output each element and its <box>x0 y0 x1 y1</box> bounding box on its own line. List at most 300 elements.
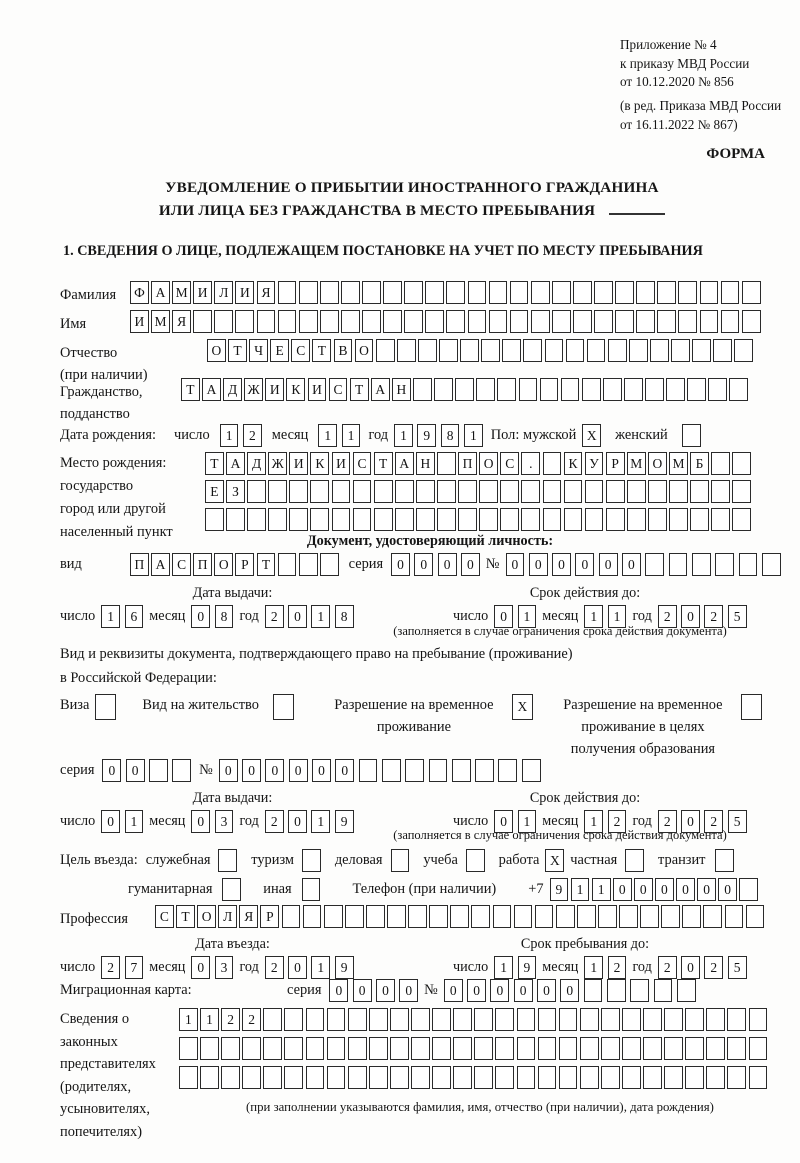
char-cell[interactable]: 5 <box>728 810 747 833</box>
char-cell[interactable] <box>476 378 495 401</box>
char-cell[interactable] <box>739 553 758 576</box>
char-cell[interactable]: О <box>207 339 226 362</box>
char-cell[interactable] <box>429 905 448 928</box>
char-cell[interactable] <box>374 508 393 531</box>
char-cell[interactable] <box>179 1066 198 1089</box>
char-cell[interactable] <box>690 508 709 531</box>
char-cell[interactable] <box>455 378 474 401</box>
char-cell[interactable]: О <box>648 452 667 475</box>
char-cell[interactable] <box>580 1037 599 1060</box>
char-cell[interactable]: 8 <box>441 424 460 447</box>
char-cell[interactable]: Д <box>223 378 242 401</box>
char-cell[interactable] <box>95 694 116 720</box>
char-cell[interactable]: 0 <box>242 759 261 782</box>
char-cell[interactable] <box>538 1037 557 1060</box>
char-cell[interactable] <box>640 905 659 928</box>
char-cell[interactable] <box>749 1008 768 1031</box>
char-cell[interactable] <box>471 905 490 928</box>
char-cell[interactable]: 9 <box>335 956 354 979</box>
char-cell[interactable] <box>458 480 477 503</box>
char-cell[interactable] <box>601 1066 620 1089</box>
char-cell[interactable] <box>320 310 339 333</box>
char-cell[interactable] <box>474 1037 493 1060</box>
char-cell[interactable] <box>324 905 343 928</box>
char-cell[interactable] <box>703 905 722 928</box>
char-cell[interactable] <box>598 905 617 928</box>
char-cell[interactable] <box>580 1008 599 1031</box>
char-cell[interactable] <box>666 378 685 401</box>
purpose-private-checkbox[interactable] <box>625 849 644 872</box>
char-cell[interactable] <box>263 1066 282 1089</box>
char-cell[interactable] <box>348 1037 367 1060</box>
char-cell[interactable] <box>418 339 437 362</box>
char-cell[interactable] <box>732 452 751 475</box>
char-cell[interactable]: Т <box>312 339 331 362</box>
char-cell[interactable]: 1 <box>494 956 513 979</box>
char-cell[interactable]: Я <box>257 281 276 304</box>
char-cell[interactable]: 0 <box>265 759 284 782</box>
char-cell[interactable]: 9 <box>550 878 569 901</box>
char-cell[interactable]: 1 <box>584 810 603 833</box>
char-cell[interactable]: Л <box>218 905 237 928</box>
char-cell[interactable]: 2 <box>704 810 723 833</box>
char-cell[interactable]: Ч <box>249 339 268 362</box>
char-cell[interactable] <box>498 759 517 782</box>
char-cell[interactable] <box>489 310 508 333</box>
char-cell[interactable] <box>711 480 730 503</box>
stay-until-year-cells[interactable] <box>658 956 747 979</box>
char-cell[interactable]: 9 <box>335 810 354 833</box>
char-cell[interactable] <box>369 1008 388 1031</box>
char-cell[interactable]: С <box>291 339 310 362</box>
char-cell[interactable] <box>561 378 580 401</box>
char-cell[interactable]: М <box>172 281 191 304</box>
char-cell[interactable] <box>453 1008 472 1031</box>
char-cell[interactable] <box>585 508 604 531</box>
char-cell[interactable] <box>682 424 701 447</box>
char-cell[interactable] <box>374 480 393 503</box>
char-cell[interactable] <box>450 905 469 928</box>
char-cell[interactable]: 0 <box>376 979 395 1002</box>
char-cell[interactable] <box>284 1037 303 1060</box>
char-cell[interactable] <box>235 310 254 333</box>
char-cell[interactable]: А <box>226 452 245 475</box>
guardians-row2-cells[interactable] <box>179 1037 767 1060</box>
char-cell[interactable]: 0 <box>575 553 594 576</box>
char-cell[interactable]: З <box>226 480 245 503</box>
char-cell[interactable] <box>749 1037 768 1060</box>
char-cell[interactable]: И <box>289 452 308 475</box>
char-cell[interactable] <box>749 1066 768 1089</box>
char-cell[interactable]: 0 <box>697 878 716 901</box>
char-cell[interactable] <box>643 1008 662 1031</box>
purpose-tourism-checkbox[interactable] <box>302 849 321 872</box>
char-cell[interactable] <box>416 508 435 531</box>
char-cell[interactable] <box>708 378 727 401</box>
char-cell[interactable]: О <box>214 553 233 576</box>
patronymic-cells[interactable] <box>207 339 753 362</box>
birthplace-row1-cells[interactable] <box>205 452 751 475</box>
char-cell[interactable]: 1 <box>394 424 413 447</box>
char-cell[interactable] <box>678 310 697 333</box>
purpose-work-checkbox[interactable] <box>545 849 564 872</box>
char-cell[interactable]: 1 <box>464 424 483 447</box>
char-cell[interactable]: 2 <box>242 1008 261 1031</box>
char-cell[interactable]: 0 <box>191 956 210 979</box>
char-cell[interactable] <box>341 310 360 333</box>
char-cell[interactable]: 0 <box>102 759 121 782</box>
entry-year-cells[interactable] <box>265 956 354 979</box>
char-cell[interactable] <box>273 694 294 720</box>
char-cell[interactable] <box>692 339 711 362</box>
char-cell[interactable] <box>523 339 542 362</box>
char-cell[interactable]: А <box>371 378 390 401</box>
char-cell[interactable] <box>657 310 676 333</box>
char-cell[interactable]: Ф <box>130 281 149 304</box>
char-cell[interactable] <box>629 339 648 362</box>
char-cell[interactable]: Т <box>205 452 224 475</box>
char-cell[interactable] <box>475 759 494 782</box>
char-cell[interactable]: 5 <box>728 605 747 628</box>
char-cell[interactable]: С <box>353 452 372 475</box>
char-cell[interactable] <box>481 339 500 362</box>
char-cell[interactable]: 0 <box>681 956 700 979</box>
char-cell[interactable] <box>648 508 667 531</box>
char-cell[interactable] <box>395 508 414 531</box>
temp-residence-edu-checkbox[interactable] <box>741 694 762 720</box>
char-cell[interactable]: С <box>155 905 174 928</box>
birth-year-cells[interactable] <box>394 424 483 447</box>
char-cell[interactable] <box>685 1066 704 1089</box>
char-cell[interactable] <box>390 1037 409 1060</box>
char-cell[interactable] <box>405 759 424 782</box>
char-cell[interactable] <box>432 1008 451 1031</box>
char-cell[interactable]: 0 <box>335 759 354 782</box>
char-cell[interactable]: 1 <box>571 878 590 901</box>
char-cell[interactable] <box>603 378 622 401</box>
char-cell[interactable]: А <box>202 378 221 401</box>
char-cell[interactable]: Т <box>228 339 247 362</box>
char-cell[interactable]: 0 <box>288 605 307 628</box>
char-cell[interactable]: Н <box>392 378 411 401</box>
char-cell[interactable] <box>519 378 538 401</box>
char-cell[interactable] <box>700 281 719 304</box>
birthplace-row3-cells[interactable] <box>205 508 751 531</box>
char-cell[interactable] <box>390 1008 409 1031</box>
char-cell[interactable] <box>446 310 465 333</box>
char-cell[interactable]: В <box>334 339 353 362</box>
char-cell[interactable] <box>677 979 696 1002</box>
char-cell[interactable]: И <box>193 281 212 304</box>
char-cell[interactable] <box>493 905 512 928</box>
char-cell[interactable]: 0 <box>101 810 120 833</box>
residence-permit-checkbox[interactable] <box>273 694 294 720</box>
char-cell[interactable] <box>453 1066 472 1089</box>
char-cell[interactable] <box>682 905 701 928</box>
entry-month-cells[interactable] <box>191 956 233 979</box>
char-cell[interactable] <box>474 1008 493 1031</box>
char-cell[interactable]: 1 <box>101 605 120 628</box>
char-cell[interactable] <box>390 1066 409 1089</box>
char-cell[interactable] <box>594 310 613 333</box>
char-cell[interactable] <box>746 905 765 928</box>
char-cell[interactable] <box>466 849 485 872</box>
char-cell[interactable] <box>495 1008 514 1031</box>
char-cell[interactable] <box>538 1066 557 1089</box>
char-cell[interactable] <box>383 310 402 333</box>
char-cell[interactable]: 2 <box>608 956 627 979</box>
phone-cells[interactable] <box>550 878 759 901</box>
guardians-row1-cells[interactable] <box>179 1008 767 1031</box>
char-cell[interactable] <box>434 378 453 401</box>
char-cell[interactable]: Р <box>260 905 279 928</box>
char-cell[interactable] <box>607 979 626 1002</box>
char-cell[interactable] <box>732 508 751 531</box>
char-cell[interactable] <box>711 508 730 531</box>
char-cell[interactable]: 0 <box>613 878 632 901</box>
char-cell[interactable] <box>284 1008 303 1031</box>
char-cell[interactable] <box>721 281 740 304</box>
char-cell[interactable]: 0 <box>494 605 513 628</box>
char-cell[interactable] <box>535 905 554 928</box>
char-cell[interactable]: 1 <box>342 424 361 447</box>
char-cell[interactable] <box>559 1066 578 1089</box>
char-cell[interactable] <box>742 281 761 304</box>
char-cell[interactable] <box>303 905 322 928</box>
char-cell[interactable] <box>517 1066 536 1089</box>
char-cell[interactable] <box>564 508 583 531</box>
char-cell[interactable] <box>669 553 688 576</box>
char-cell[interactable]: 0 <box>599 553 618 576</box>
char-cell[interactable]: С <box>329 378 348 401</box>
char-cell[interactable] <box>545 339 564 362</box>
birth-month-cells[interactable] <box>318 424 360 447</box>
char-cell[interactable]: М <box>669 452 688 475</box>
char-cell[interactable]: 9 <box>417 424 436 447</box>
char-cell[interactable]: 1 <box>584 956 603 979</box>
char-cell[interactable]: 0 <box>494 810 513 833</box>
char-cell[interactable]: 1 <box>584 605 603 628</box>
char-cell[interactable] <box>517 1008 536 1031</box>
char-cell[interactable]: Т <box>181 378 200 401</box>
char-cell[interactable] <box>332 480 351 503</box>
char-cell[interactable]: 1 <box>179 1008 198 1031</box>
purpose-humanitarian-checkbox[interactable] <box>222 878 241 901</box>
char-cell[interactable] <box>242 1066 261 1089</box>
char-cell[interactable] <box>715 849 734 872</box>
char-cell[interactable] <box>200 1037 219 1060</box>
char-cell[interactable] <box>278 553 297 576</box>
char-cell[interactable]: 0 <box>514 979 533 1002</box>
char-cell[interactable] <box>348 1008 367 1031</box>
char-cell[interactable]: 1 <box>608 605 627 628</box>
char-cell[interactable] <box>540 378 559 401</box>
char-cell[interactable]: 3 <box>215 956 234 979</box>
migration-card-series-cells[interactable] <box>329 979 418 1002</box>
char-cell[interactable] <box>713 339 732 362</box>
char-cell[interactable] <box>543 480 562 503</box>
char-cell[interactable]: 0 <box>655 878 674 901</box>
char-cell[interactable]: 0 <box>537 979 556 1002</box>
char-cell[interactable] <box>452 759 471 782</box>
char-cell[interactable] <box>263 1037 282 1060</box>
char-cell[interactable]: А <box>151 553 170 576</box>
male-checkbox[interactable] <box>582 424 601 447</box>
entry-day-cells[interactable] <box>101 956 143 979</box>
char-cell[interactable]: И <box>265 378 284 401</box>
char-cell[interactable] <box>327 1066 346 1089</box>
char-cell[interactable] <box>425 281 444 304</box>
char-cell[interactable] <box>615 281 634 304</box>
char-cell[interactable] <box>282 905 301 928</box>
char-cell[interactable] <box>404 281 423 304</box>
char-cell[interactable]: 1 <box>518 810 537 833</box>
char-cell[interactable] <box>538 1008 557 1031</box>
char-cell[interactable] <box>437 480 456 503</box>
char-cell[interactable]: Ж <box>244 378 263 401</box>
char-cell[interactable]: И <box>332 452 351 475</box>
char-cell[interactable] <box>711 452 730 475</box>
char-cell[interactable]: 5 <box>728 956 747 979</box>
char-cell[interactable]: И <box>235 281 254 304</box>
char-cell[interactable]: А <box>151 281 170 304</box>
char-cell[interactable]: 8 <box>335 605 354 628</box>
char-cell[interactable]: 0 <box>438 553 457 576</box>
iddoc-type-cells[interactable] <box>130 553 339 576</box>
char-cell[interactable] <box>376 339 395 362</box>
char-cell[interactable] <box>643 1066 662 1089</box>
char-cell[interactable] <box>439 339 458 362</box>
char-cell[interactable] <box>432 1066 451 1089</box>
char-cell[interactable] <box>289 480 308 503</box>
char-cell[interactable]: У <box>585 452 604 475</box>
char-cell[interactable] <box>706 1066 725 1089</box>
char-cell[interactable]: С <box>500 452 519 475</box>
char-cell[interactable] <box>353 480 372 503</box>
char-cell[interactable] <box>543 452 562 475</box>
profession-cells[interactable] <box>155 905 764 928</box>
char-cell[interactable] <box>437 452 456 475</box>
char-cell[interactable] <box>221 1066 240 1089</box>
char-cell[interactable] <box>497 378 516 401</box>
char-cell[interactable] <box>762 553 781 576</box>
issue-month-cells[interactable] <box>191 605 233 628</box>
char-cell[interactable] <box>383 281 402 304</box>
char-cell[interactable]: П <box>130 553 149 576</box>
char-cell[interactable] <box>582 378 601 401</box>
purpose-other-checkbox[interactable] <box>302 878 321 901</box>
char-cell[interactable] <box>645 378 664 401</box>
char-cell[interactable] <box>299 553 318 576</box>
char-cell[interactable] <box>387 905 406 928</box>
char-cell[interactable]: Б <box>690 452 709 475</box>
char-cell[interactable] <box>636 310 655 333</box>
char-cell[interactable] <box>413 378 432 401</box>
issue-day-cells[interactable] <box>101 605 143 628</box>
char-cell[interactable] <box>408 905 427 928</box>
char-cell[interactable] <box>437 508 456 531</box>
char-cell[interactable]: Р <box>606 452 625 475</box>
char-cell[interactable]: 2 <box>608 810 627 833</box>
iddoc-series-cells[interactable] <box>391 553 480 576</box>
char-cell[interactable] <box>341 281 360 304</box>
char-cell[interactable]: 2 <box>658 956 677 979</box>
char-cell[interactable]: Е <box>205 480 224 503</box>
char-cell[interactable] <box>299 281 318 304</box>
char-cell[interactable] <box>627 508 646 531</box>
char-cell[interactable] <box>627 480 646 503</box>
char-cell[interactable] <box>727 1008 746 1031</box>
migration-card-number-cells[interactable] <box>444 979 696 1002</box>
char-cell[interactable] <box>622 1037 641 1060</box>
char-cell[interactable] <box>580 1066 599 1089</box>
char-cell[interactable] <box>332 508 351 531</box>
char-cell[interactable] <box>706 1008 725 1031</box>
char-cell[interactable] <box>727 1037 746 1060</box>
char-cell[interactable]: 0 <box>506 553 525 576</box>
char-cell[interactable] <box>395 480 414 503</box>
char-cell[interactable]: Ж <box>268 452 287 475</box>
char-cell[interactable]: Т <box>374 452 393 475</box>
char-cell[interactable]: 0 <box>126 759 145 782</box>
char-cell[interactable] <box>348 1066 367 1089</box>
char-cell[interactable]: 7 <box>125 956 144 979</box>
char-cell[interactable] <box>218 849 237 872</box>
char-cell[interactable]: О <box>355 339 374 362</box>
char-cell[interactable]: 1 <box>311 956 330 979</box>
char-cell[interactable] <box>404 310 423 333</box>
char-cell[interactable] <box>278 310 297 333</box>
char-cell[interactable]: 2 <box>704 956 723 979</box>
char-cell[interactable]: 1 <box>592 878 611 901</box>
char-cell[interactable] <box>690 480 709 503</box>
char-cell[interactable] <box>601 1008 620 1031</box>
char-cell[interactable] <box>474 1066 493 1089</box>
char-cell[interactable]: 0 <box>560 979 579 1002</box>
char-cell[interactable]: 0 <box>622 553 641 576</box>
char-cell[interactable]: 0 <box>676 878 695 901</box>
char-cell[interactable] <box>397 339 416 362</box>
char-cell[interactable] <box>369 1037 388 1060</box>
char-cell[interactable]: 2 <box>704 605 723 628</box>
char-cell[interactable] <box>310 508 329 531</box>
char-cell[interactable] <box>585 480 604 503</box>
char-cell[interactable]: 1 <box>318 424 337 447</box>
iddoc-number-cells[interactable] <box>506 553 781 576</box>
char-cell[interactable] <box>552 281 571 304</box>
char-cell[interactable] <box>345 905 364 928</box>
char-cell[interactable]: 8 <box>215 605 234 628</box>
char-cell[interactable]: 1 <box>518 605 537 628</box>
char-cell[interactable]: М <box>151 310 170 333</box>
char-cell[interactable] <box>306 1066 325 1089</box>
char-cell[interactable] <box>664 1037 683 1060</box>
char-cell[interactable] <box>531 310 550 333</box>
char-cell[interactable] <box>606 480 625 503</box>
char-cell[interactable] <box>306 1008 325 1031</box>
char-cell[interactable] <box>205 508 224 531</box>
char-cell[interactable]: 2 <box>658 810 677 833</box>
char-cell[interactable]: 0 <box>529 553 548 576</box>
char-cell[interactable] <box>727 1066 746 1089</box>
char-cell[interactable]: 0 <box>467 979 486 1002</box>
char-cell[interactable] <box>411 1066 430 1089</box>
char-cell[interactable]: 0 <box>399 979 418 1002</box>
char-cell[interactable] <box>514 905 533 928</box>
char-cell[interactable]: 0 <box>414 553 433 576</box>
char-cell[interactable]: И <box>130 310 149 333</box>
char-cell[interactable] <box>289 508 308 531</box>
